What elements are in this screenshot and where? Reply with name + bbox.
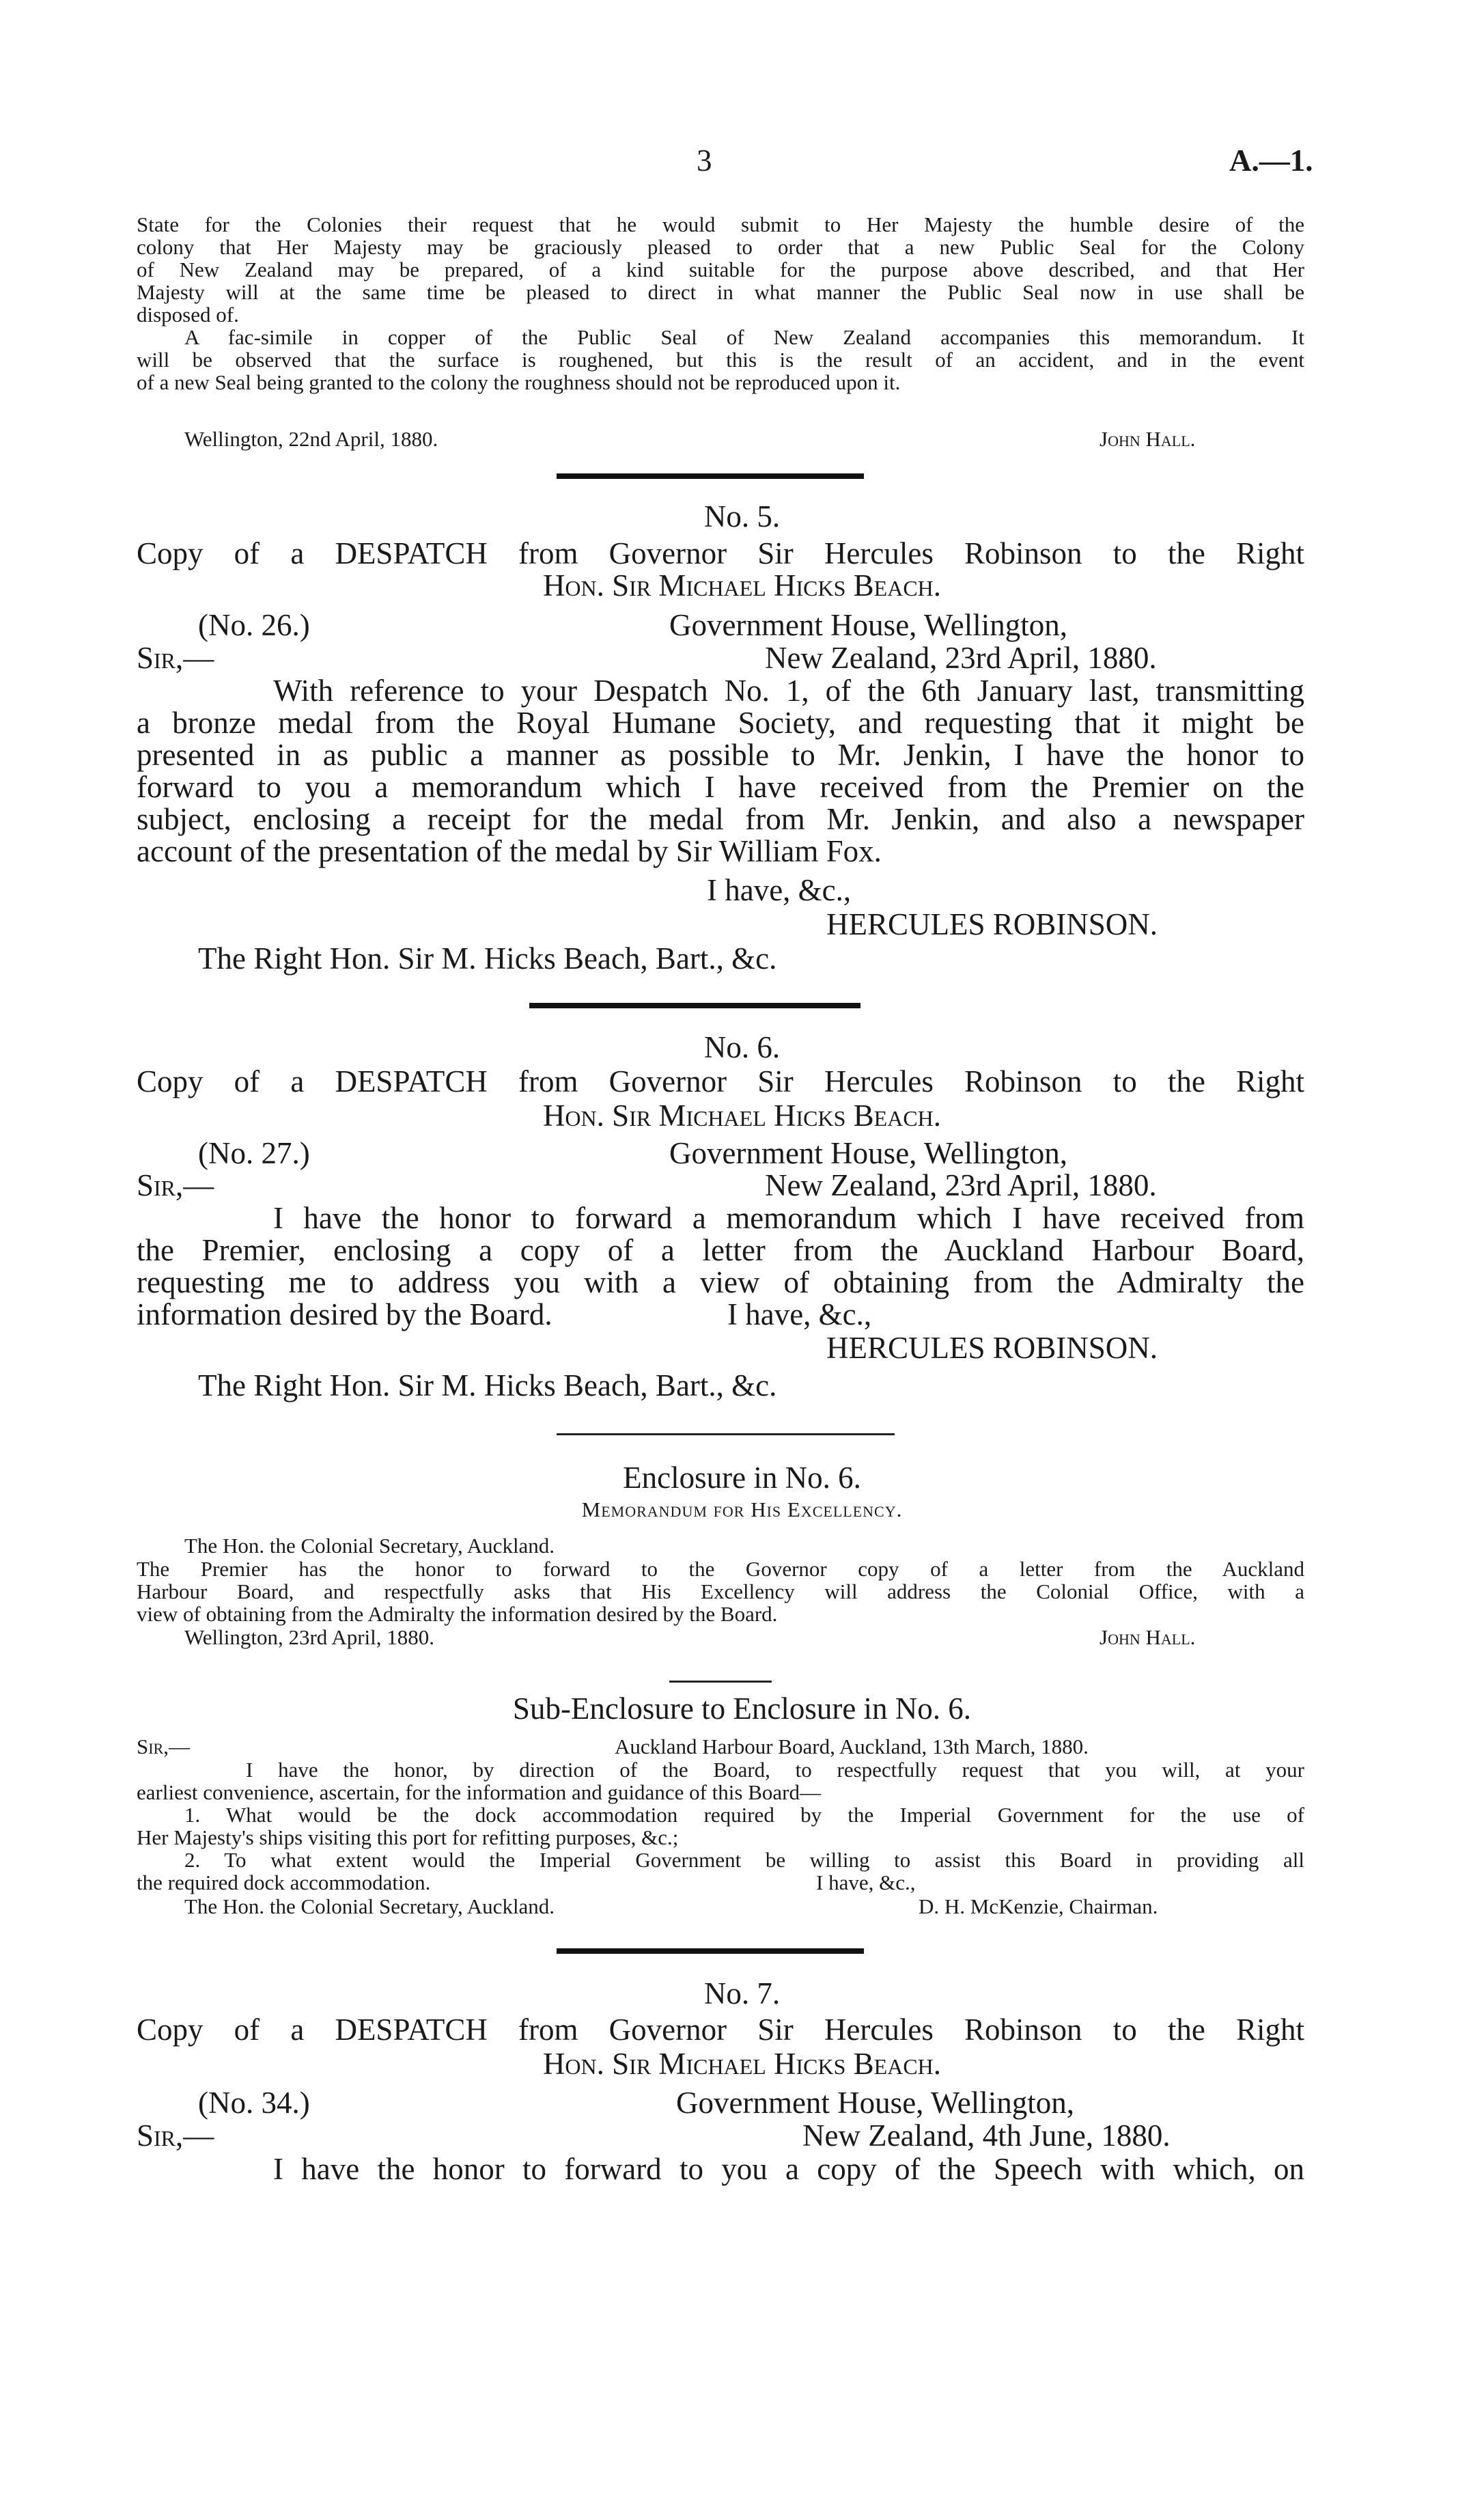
text-line: colony that Her Majesty may be graciously pleased to order that a new Public Seal for the Colony [137, 235, 1304, 259]
text-line: will be observed that the surface is roughened, but this is the result of an accident, and in the event [137, 348, 1304, 372]
address-date: New Zealand, 23rd April, 1880. [765, 1168, 1157, 1202]
body-line: a bronze medal from the Royal Humane Society, and requesting that it might be [137, 706, 1304, 740]
document-reference: A.—1. [1229, 143, 1313, 178]
salutation: Sir,— [137, 641, 214, 675]
despatch-number: (No. 27.) [198, 1136, 310, 1170]
title-line: Copy of a DESPATCH from Governor Sir Hercules Robinson to the Right [137, 2013, 1304, 2047]
short-divider [669, 1681, 772, 1683]
addressee: The Hon. the Colonial Secretary, Auckland. [184, 1534, 555, 1558]
despatch-no6-body [137, 1202, 1304, 1299]
body-line: I have the honor, by direction of the Board, to respectfully request that you will, at your [246, 1758, 1304, 1782]
body-line: the Premier, enclosing a copy of a letter from the Auckland Harbour Board, [137, 1233, 1304, 1267]
salutation: Sir,— [137, 1168, 214, 1202]
text-line: A fac-simile in copper of the Public Seal of New Zealand accompanies this memorandum. It [184, 325, 1304, 349]
body-line: the required dock accommodation. [137, 1870, 431, 1894]
sub-enclosure-body [137, 1758, 1304, 1871]
despatch-no5-body [137, 675, 1304, 868]
address-line: Government House, Wellington, [669, 1136, 1067, 1170]
section-divider [557, 473, 864, 479]
page-number: 3 [697, 143, 712, 178]
address-date: New Zealand, 23rd April, 1880. [765, 641, 1157, 675]
text-line: disposed of. [137, 303, 239, 327]
sub-enclosure-address: Auckland Harbour Board, Auckland, 13th March, 1880. [615, 1735, 1089, 1758]
despatch-no5-heading: No. 5. [703, 499, 781, 534]
despatch-no6-title-line2: Hon. Sir Michael Hicks Beach. [542, 1098, 942, 1133]
section-divider [557, 1433, 895, 1435]
enclosure-signature: John Hall. [1100, 1625, 1196, 1649]
text-line: of New Zealand may be prepared, of a kind suitable for the purpose above described, and that Her [137, 258, 1304, 281]
memo-signature: John Hall. [1100, 427, 1196, 451]
despatch-no6-title [137, 1066, 1304, 1098]
section-divider [529, 1003, 860, 1008]
address-line: Government House, Wellington, [676, 2086, 1074, 2120]
body-line: I have the honor to forward to you a copy of the Speech with which, on [273, 2152, 1304, 2186]
despatch-no7-heading: No. 7. [703, 1976, 781, 2011]
closing: I have, &c., [816, 1870, 916, 1894]
title-line: Copy of a DESPATCH from Governor Sir Hercules Robinson to the Right [137, 536, 1304, 570]
body-line: requesting me to address you with a view of obtaining from the Admiralty the [137, 1265, 1304, 1299]
recipient: The Right Hon. Sir M. Hicks Beach, Bart., &c. [198, 941, 777, 976]
despatch-no5-title [137, 538, 1304, 570]
salutation: Sir,— [137, 2118, 214, 2153]
body-line: account of the presentation of the medal by Sir William Fox. [137, 834, 882, 868]
despatch-no7-title-line2: Hon. Sir Michael Hicks Beach. [542, 2047, 942, 2081]
recipient: The Right Hon. Sir M. Hicks Beach, Bart., &c. [198, 1368, 777, 1403]
body-line: forward to you a memorandum which I have received from the Premier on the [137, 770, 1304, 804]
enclosure-date: Wellington, 23rd April, 1880. [184, 1625, 435, 1649]
body-line: earliest convenience, ascertain, for the information and guidance of this Board— [137, 1780, 821, 1804]
sub-enclosure-heading: Sub-Enclosure to Enclosure in No. 6. [512, 1691, 972, 1726]
body-line: view of obtaining from the Admiralty the information desired by the Board. [137, 1602, 778, 1626]
memo-date: Wellington, 22nd April, 1880. [184, 427, 438, 451]
signature: D. H. McKenzie, Chairman. [919, 1894, 1158, 1918]
body-line: Harbour Board, and respectfully asks that His Excellency will address the Colonial Office, with a [137, 1579, 1304, 1603]
enclosure-body [137, 1558, 1304, 1625]
despatch-no7-title [137, 2014, 1304, 2046]
body-line: presented in as public a manner as possible to Mr. Jenkin, I have the honor to [137, 738, 1304, 772]
despatch-no7-body [137, 2153, 1304, 2185]
section-divider [557, 1948, 864, 1954]
body-line: subject, enclosing a receipt for the medal from Mr. Jenkin, and also a newspaper [137, 802, 1304, 836]
recipient: The Hon. the Colonial Secretary, Auckland. [184, 1894, 555, 1918]
list-item: 2. To what extent would the Imperial Government be willing to assist this Board in providing all [184, 1848, 1304, 1872]
address-date: New Zealand, 4th June, 1880. [802, 2118, 1171, 2153]
signature: HERCULES ROBINSON. [826, 1331, 1158, 1365]
body-line: The Premier has the honor to forward to the Governor copy of a letter from the Auckland [137, 1557, 1304, 1581]
text-line: Majesty will at the same time be pleased to direct in what manner the Public Seal now in use shall be [137, 280, 1304, 304]
signature: HERCULES ROBINSON. [826, 907, 1158, 941]
title-line: Copy of a DESPATCH from Governor Sir Hercules Robinson to the Right [137, 1064, 1304, 1098]
despatch-no5-title-line2: Hon. Sir Michael Hicks Beach. [542, 568, 942, 603]
address-line: Government House, Wellington, [669, 608, 1067, 642]
list-item: 1. What would be the dock accommodation required by the Imperial Government for the use of [184, 1803, 1304, 1827]
body-line: information desired by the Board. [137, 1297, 552, 1331]
despatch-number: (No. 26.) [198, 608, 310, 642]
despatch-number: (No. 34.) [198, 2086, 310, 2120]
body-line: Her Majesty's ships visiting this port for refitting purposes, &c.; [137, 1825, 679, 1849]
memo-continuation [137, 213, 1304, 393]
memorandum-title: Memorandum for His Excellency. [581, 1497, 903, 1521]
salutation: Sir,— [137, 1735, 190, 1758]
text-line: State for the Colonies their request that he would submit to Her Majesty the humble desire of the [137, 212, 1304, 236]
despatch-no6-heading: No. 6. [703, 1030, 781, 1064]
closing: I have, &c., [727, 1297, 872, 1331]
body-line: With reference to your Despatch No. 1, of the 6th January last, transmitting [273, 674, 1304, 708]
enclosure-heading: Enclosure in No. 6. [623, 1461, 861, 1495]
body-line: I have the honor to forward a memorandum which I have received from [273, 1201, 1304, 1235]
closing: I have, &c., [707, 873, 852, 907]
text-line: of a new Seal being granted to the colony the roughness should not be reproduced upon it. [137, 370, 901, 394]
